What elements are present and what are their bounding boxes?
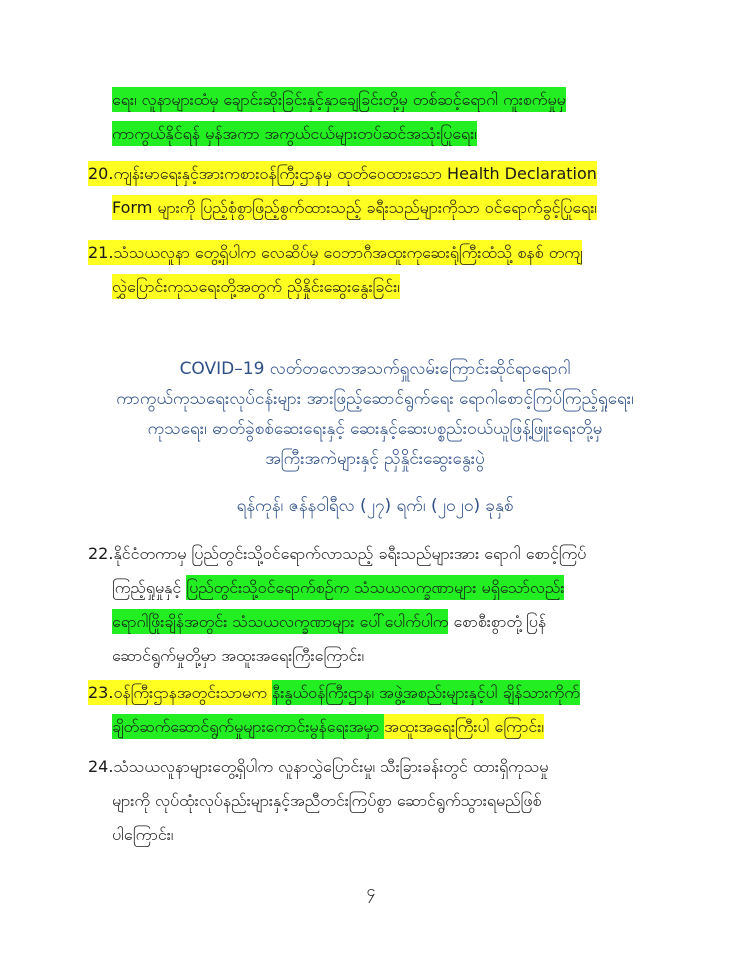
highlight-green: ရေး၊ လူနာများထံမှ ချောင်းဆိုးခြင်းနှင့်နှာချေခြင်းတို့မှ တစ်ဆင့်ရောဂါ ကူးစက်မှုမှ: [112, 87, 566, 112]
list-item-20: [88, 157, 658, 225]
highlight-yellow: 23.ဝန်ကြီးဌာနအတွင်းသာမက: [88, 680, 272, 705]
page-number: ၄: [366, 881, 376, 900]
paragraph-line: [88, 157, 658, 191]
highlight-yellow: 20.ကျန်းမာရေးနှင့်အားကစားဝန်ကြီးဌာနမှ ထုတ်ဝေထားသော Health Declaration: [88, 161, 597, 186]
meeting-date: ရန်ကုန်၊ ဇန်နဝါရီလ (၂၇) ရက်၊ (၂၀၂၀) ခုနှစ်: [236, 496, 514, 516]
title-line: အကြီးအကဲများနှင့် ညှိနှိုင်းဆွေးနွေးပွဲ: [265, 449, 485, 469]
highlight-green: နီးနွယ်ဝန်ကြီးဌာန၊ အဖွဲ့အစည်းများနှင့်ပါ ချိန်သားကိုက်: [272, 680, 580, 705]
highlight-yellow: အထူးအရေးကြီးပါ ကြောင်း၊: [384, 714, 544, 739]
paragraph-line: [88, 605, 658, 639]
list-item-21: [88, 236, 658, 304]
paragraph-line: [88, 571, 658, 605]
highlight-yellow: 21.သံသယလူနာ တွေ့ရှိပါက လေဆိပ်မှ ဝေဘာဂီအထူးကုဆေးရုံကြီးထံသို့ စနစ် တကျ: [88, 240, 582, 265]
paragraph-line: [88, 818, 658, 852]
paragraph-line: [88, 83, 658, 117]
text-segment: စောစီးစွာတုံ့ပြန်: [448, 612, 547, 631]
paragraph-line: [88, 270, 658, 304]
paragraph-line: [88, 537, 658, 571]
paragraph-line: [88, 639, 658, 673]
paragraph-line: [88, 676, 658, 710]
highlight-green: ပြည်တွင်းသို့ဝင်ရောက်စဉ်က သံသယလက္ခဏာများ မရှိသော်လည်း: [186, 575, 564, 600]
text-segment: 24.သံသယလူနာများတွေ့ရှိပါက လူနာလွှဲပြောင်းမှု၊ သီးခြားခန်းတွင် ထားရှိကုသမှု: [88, 757, 549, 776]
highlight-yellow: လွှဲပြောင်းကုသရေးတို့အတွက် ညှိနှိုင်းဆွေးနွေးခြင်း၊: [112, 274, 400, 299]
highlight-yellow: Form များကို ပြည့်စုံစွာဖြည့်စွက်ထားသည့် ခရီးသည်များကိုသာ ဝင်ရောက်ခွင့်ပြုရေး၊: [112, 195, 597, 220]
paragraph-line: [88, 117, 658, 151]
paragraph-line: [88, 710, 658, 744]
list-item-24: [88, 750, 658, 852]
paragraph-line: [88, 191, 658, 225]
text-segment: ဆောင်ရွက်မှုတို့မှာ အထူးအရေးကြီးကြောင်း၊: [112, 646, 364, 665]
paragraph-line: [88, 236, 658, 270]
meeting-title: [80, 354, 670, 474]
highlight-green: ချိတ်ဆက်ဆောင်ရွက်မှုများကောင်းမွန်ရေးအမှာ: [112, 714, 384, 739]
text-segment: ပါကြောင်း၊: [112, 825, 174, 844]
list-item-22: [88, 537, 658, 673]
title-line: COVID–19 လတ်တလောအသက်ရှူလမ်းကြောင်းဆိုင်ရာရောဂါ: [179, 359, 571, 379]
paragraph-line: [88, 784, 658, 818]
text-segment: များကို လုပ်ထုံးလုပ်နည်းများနှင့်အညီတင်းကြပ်စွာ ဆောင်ရွက်သွားရမည်ဖြစ်: [112, 791, 542, 810]
text-segment: 22.နိုင်ငံတကာမှ ပြည်တွင်းသို့ဝင်ရောက်လာသည့် ခရီးသည်များအား ရောဂါ စောင့်ကြပ်: [88, 544, 587, 563]
title-line: ကာကွယ်ကုသရေးလုပ်ငန်းများ အားဖြည့်ဆောင်ရွက်ရေး ရောဂါစောင့်ကြပ်ကြည့်ရှုရေး၊: [116, 389, 634, 409]
highlight-green: ကာကွယ်နိုင်ရန် မှန်အကာ အကွယ်ငယ်များတပ်ဆင်အသုံးပြုရေး၊: [112, 121, 477, 146]
highlight-green: ရောဂါဖြိုးချိန်အတွင်း သံသယလက္ခဏာများ ပေါ်ပေါက်ပါက: [112, 609, 448, 634]
text-segment: ကြည့်ရှုမှုနှင့်: [112, 578, 187, 597]
title-line: ကုသရေး၊ ဓာတ်ခွဲစစ်ဆေးရေးနှင့် ဆေးနှင့်ဆေးပစ္စည်းဝယ်ယူဖြန့်ဖြူးရေးတို့မှ: [147, 419, 603, 439]
list-item-23: [88, 676, 658, 744]
paragraph-continuation: [88, 83, 658, 151]
paragraph-line: [88, 750, 658, 784]
